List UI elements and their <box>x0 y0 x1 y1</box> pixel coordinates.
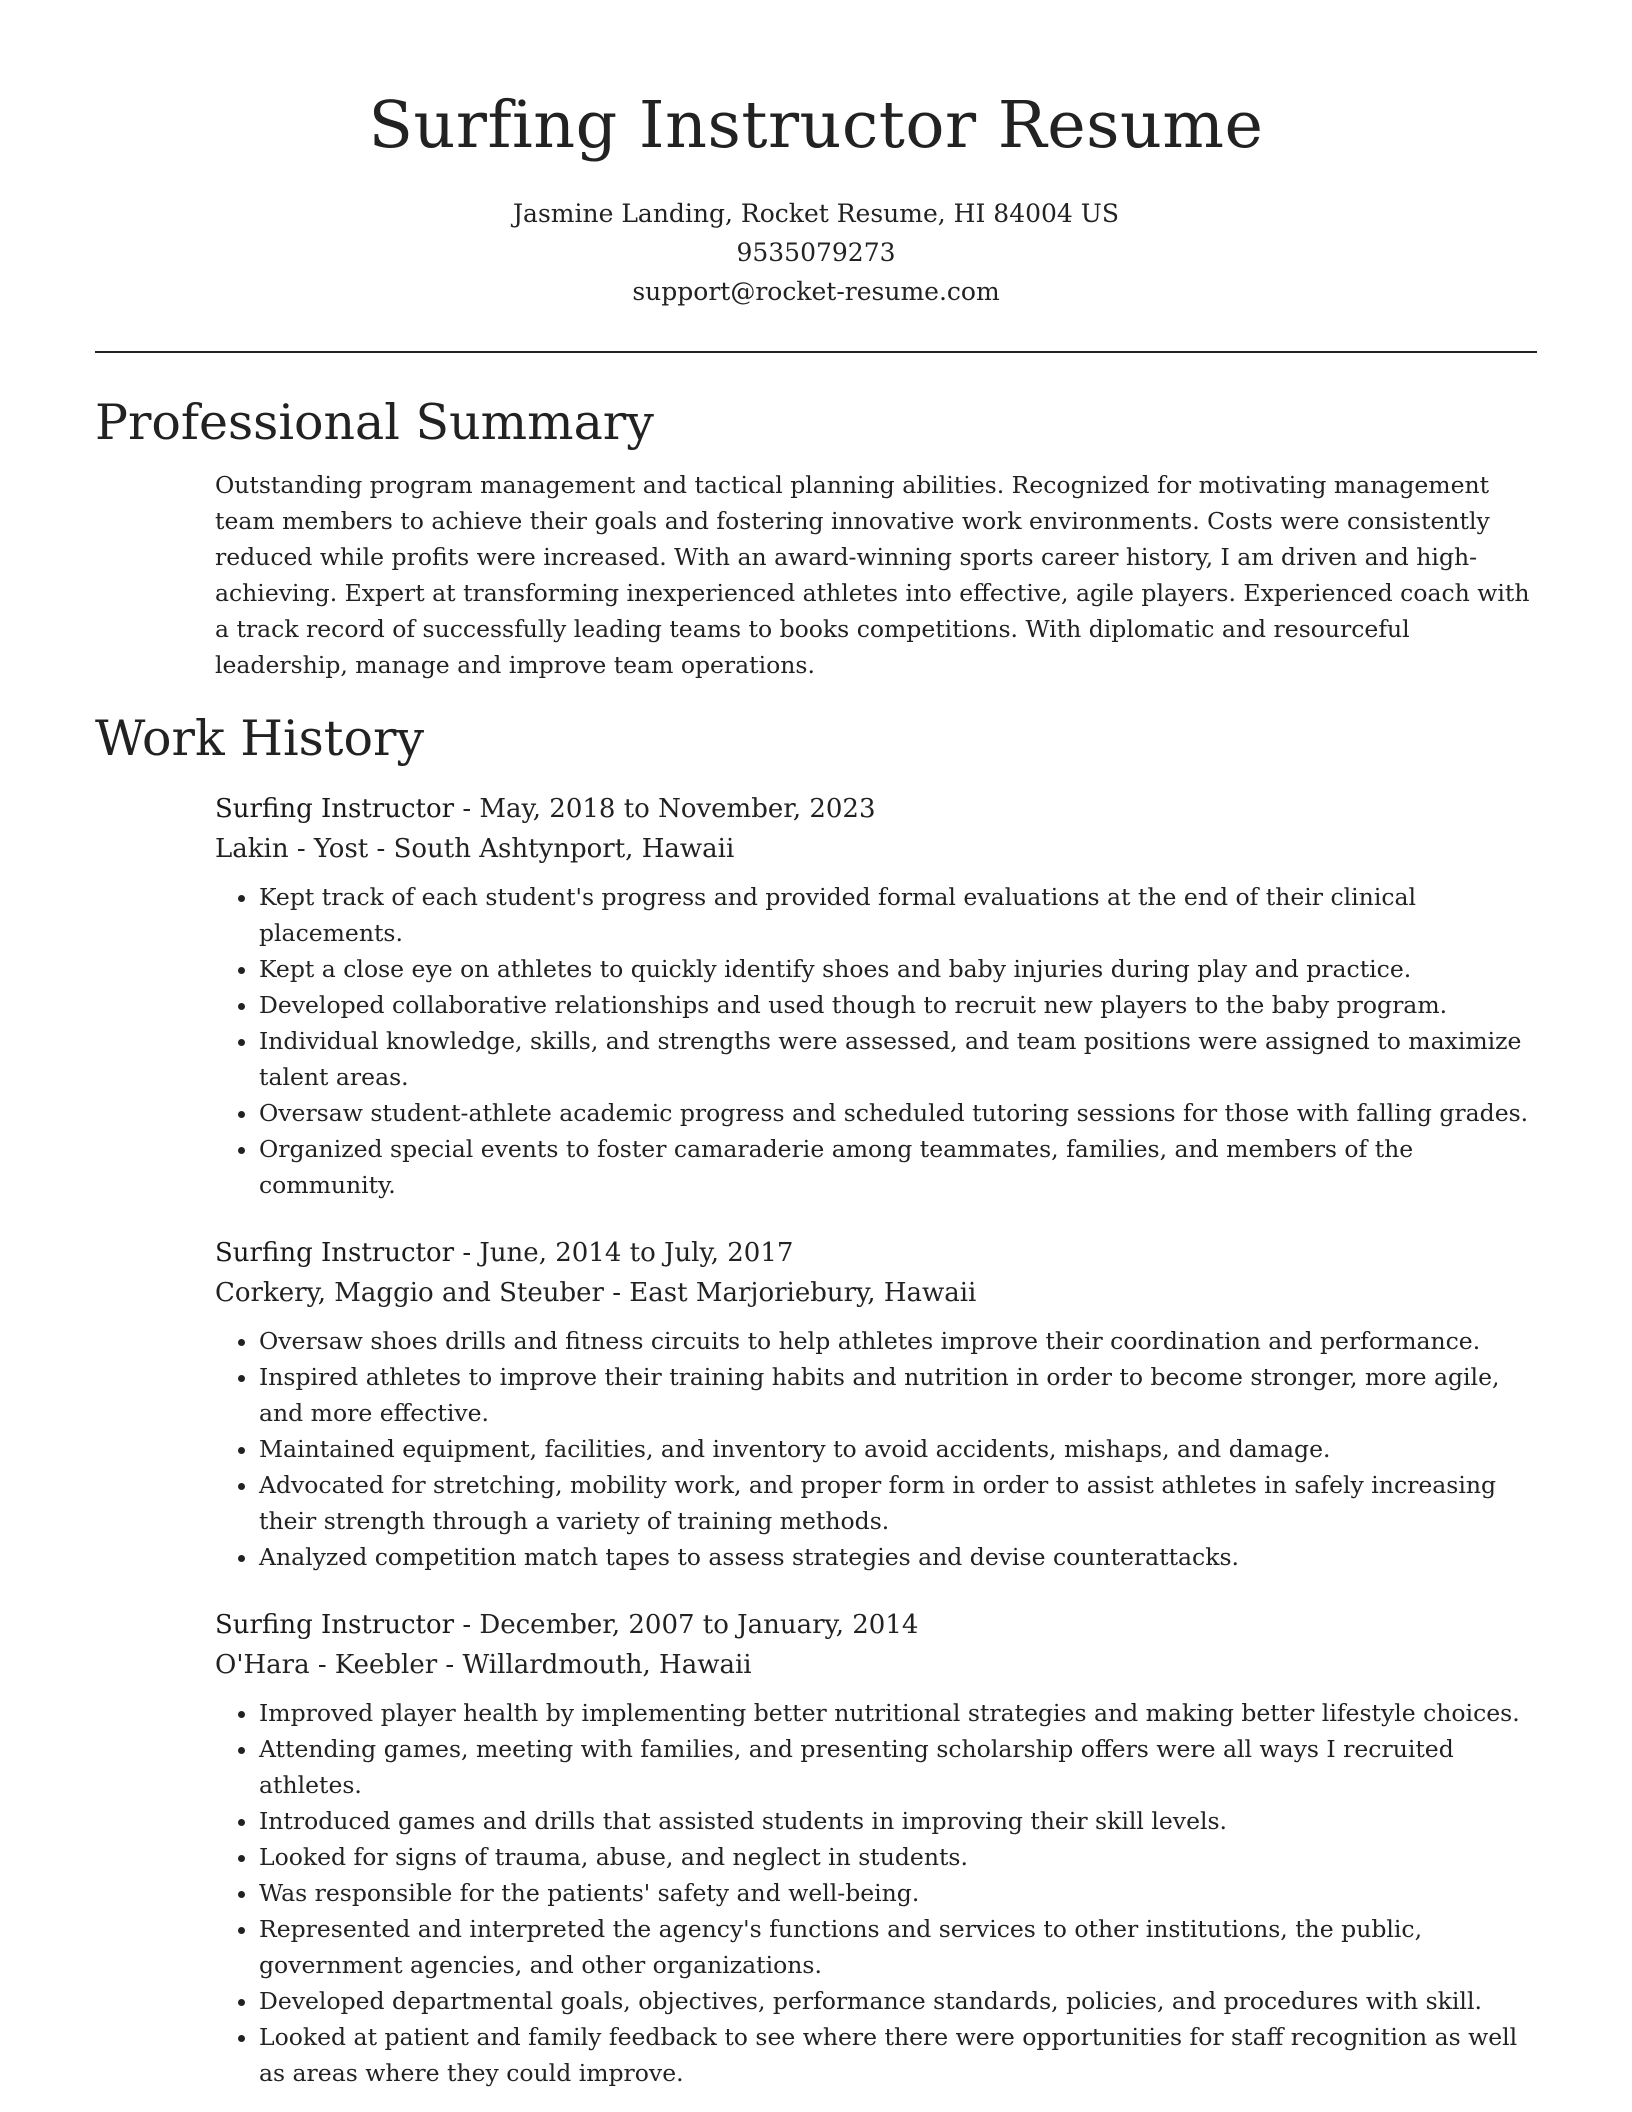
job-title: Surfing Instructor <box>215 794 455 824</box>
job-dates: June, 2014 to July, 2017 <box>479 1238 794 1268</box>
title-date-separator: - <box>462 1238 480 1268</box>
job-title-line <box>215 1233 1537 1273</box>
contact-email: support@rocket-resume.com <box>632 277 1000 306</box>
job-entry <box>215 789 1537 1203</box>
job-company-line <box>215 829 1537 869</box>
company-location-separator: - <box>376 834 394 864</box>
job-bullet-list <box>215 1695 1537 2091</box>
job-company-line <box>215 1645 1537 1685</box>
job-bullet: • Improved player health by implementing better nutritional strategies and making better lifestyle choices. <box>259 1695 1537 1731</box>
job-title-line <box>215 1605 1537 1645</box>
company-location-separator: - <box>445 1650 463 1680</box>
job-bullet: • Inspired athletes to improve their training habits and nutrition in order to become stronger, more agile, and more effective. <box>259 1359 1537 1431</box>
summary-heading: Professional Summary <box>95 394 654 451</box>
header-divider <box>95 351 1537 353</box>
resume-page <box>95 0 1537 2091</box>
job-bullet: • Advocated for stretching, mobility work, and proper form in order to assist athletes in safely increasing their strength through a variety of training methods. <box>259 1467 1537 1539</box>
job-bullet: • Attending games, meeting with families, and presenting scholarship offers were all ways I recruited athletes. <box>259 1731 1537 1803</box>
job-bullet: • Oversaw student-athlete academic progress and scheduled tutoring sessions for those with falling grades. <box>259 1095 1537 1131</box>
job-bullet: • Organized special events to foster camaraderie among teammates, families, and members of the community. <box>259 1131 1537 1203</box>
summary-text: Outstanding program management and tactical planning abilities. Recognized for motivating management team members to achieve their goals and fostering innovative work environments. Costs were consistently reduced while profits were increased. With an award-winning sports career history, I am driven and high-achieving. Expert at transforming inexperienced athletes into effective, agile players. Experienced coach with a track record of successfully leading teams to books competitions. With diplomatic and resourceful leadership, manage and improve team operations. <box>215 471 1530 679</box>
job-location: Willardmouth, Hawaii <box>462 1650 752 1680</box>
work-history-heading: Work History <box>95 710 425 767</box>
job-bullet: • Developed departmental goals, objectives, performance standards, policies, and procedures with skill. <box>259 1983 1537 2019</box>
job-entry <box>215 1233 1537 1575</box>
job-title-line <box>215 789 1537 829</box>
job-bullet: • Kept track of each student's progress and provided formal evaluations at the end of their clinical placements. <box>259 879 1537 951</box>
resume-title: Surfing Instructor Resume <box>368 88 1264 163</box>
job-title: Surfing Instructor <box>215 1610 455 1640</box>
job-location: East Marjoriebury, Hawaii <box>629 1278 977 1308</box>
job-dates: May, 2018 to November, 2023 <box>479 794 876 824</box>
job-bullet-list <box>215 879 1537 1203</box>
contact-address: Jasmine Landing, Rocket Resume, HI 84004 US <box>513 199 1119 228</box>
title-date-separator: - <box>462 794 480 824</box>
job-bullet: • Oversaw shoes drills and fitness circuits to help athletes improve their coordination and performance. <box>259 1323 1537 1359</box>
company-location-separator: - <box>612 1278 630 1308</box>
job-company: O'Hara - Keebler <box>215 1650 438 1680</box>
job-location: South Ashtynport, Hawaii <box>393 834 735 864</box>
job-company: Lakin - Yost <box>215 834 369 864</box>
title-date-separator: - <box>462 1610 480 1640</box>
job-bullet: • Looked at patient and family feedback to see where there were opportunities for staff recognition as well as areas where they could improve. <box>259 2019 1537 2091</box>
job-company: Corkery, Maggio and Steuber <box>215 1278 604 1308</box>
job-dates: December, 2007 to January, 2014 <box>479 1610 919 1640</box>
job-bullet: • Kept a close eye on athletes to quickly identify shoes and baby injuries during play and practice. <box>259 951 1537 987</box>
job-bullet-list <box>215 1323 1537 1575</box>
job-company-line <box>215 1273 1537 1313</box>
job-bullet: • Looked for signs of trauma, abuse, and neglect in students. <box>259 1839 1537 1875</box>
job-bullet: • Analyzed competition match tapes to assess strategies and devise counterattacks. <box>259 1539 1537 1575</box>
job-title: Surfing Instructor <box>215 1238 455 1268</box>
job-bullet: • Developed collaborative relationships and used though to recruit new players to the baby program. <box>259 987 1537 1023</box>
contact-phone: 9535079273 <box>736 238 896 267</box>
job-bullet: • Introduced games and drills that assisted students in improving their skill levels. <box>259 1803 1537 1839</box>
job-bullet: • Represented and interpreted the agency's functions and services to other institutions, the public, government agencies, and other organizations. <box>259 1911 1537 1983</box>
job-entry <box>215 1605 1537 2091</box>
contact-block <box>95 194 1537 311</box>
job-bullet: • Was responsible for the patients' safety and well-being. <box>259 1875 1537 1911</box>
job-bullet: • Maintained equipment, facilities, and inventory to avoid accidents, mishaps, and damage. <box>259 1431 1537 1467</box>
job-bullet: • Individual knowledge, skills, and strengths were assessed, and team positions were assigned to maximize talent areas. <box>259 1023 1537 1095</box>
